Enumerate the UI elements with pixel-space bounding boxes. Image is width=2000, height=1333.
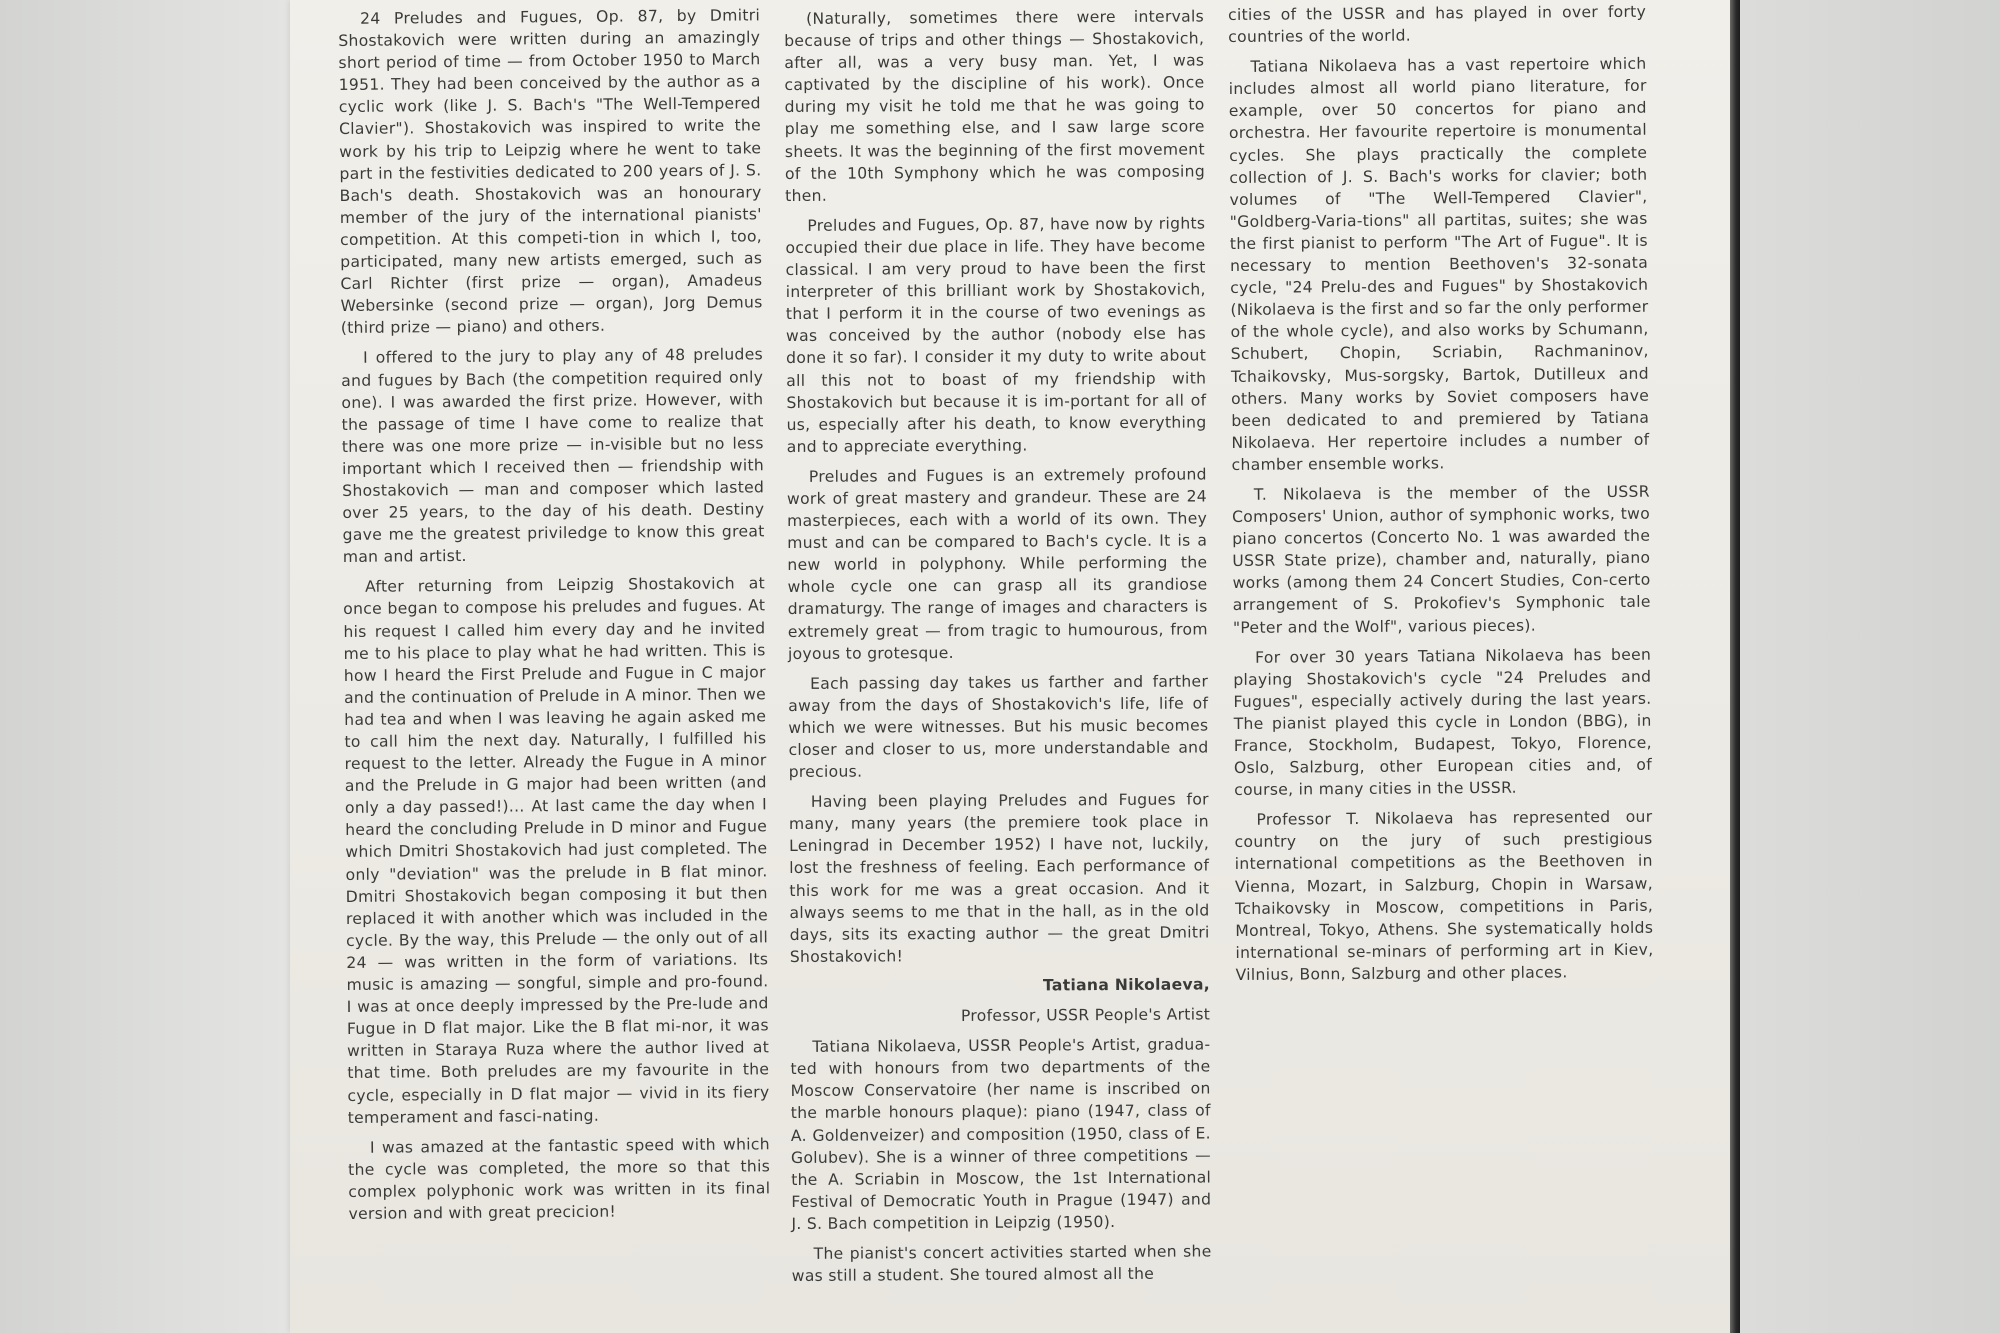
paragraph: Tatiana Nikolaeva, USSR People's Artist, gradua-ted with honours from two departments of the Moscow Conservatoire (her name is inscribed on the marble honours plaque): piano (1947, class of A. Goldenveizer) and composition (1950, class of E. Golubev). She is a winner of three competitions — the A. Scriabin in Moscow, the 1st International Festival of Democratic Youth in Prague (1947) and J. S. Bach competition in Leipzig (1950). bbox=[790, 1035, 1212, 1233]
paragraph: Preludes and Fugues, Op. 87, have now by rights occupied their due place in life. They have become classical. I am very proud to have been the first interpreter of this brilliant work by Shostakovich, that I perform it in the course of two evenings as was conceived by the author (nobody else has done it so far). I consider it my duty to write about all this not to boast of my friendship with Shostakovich but because it is im-portant for all of us, especially after his death, to know everything and to appreciate everything. bbox=[785, 214, 1207, 456]
signature-role: Professor, USSR People's Artist bbox=[960, 1005, 1211, 1025]
paragraph: Having been playing Preludes and Fugues for many, many years (the premiere took place in Leningrad in December 1952) I have not, luckily, lost the freshness of feeling. Each performance of this work for me was a great occasion. And it always seems to me that in the hall, as in the old days, sits its exacting author — the great Dmitri Shostakovich! bbox=[788, 790, 1210, 966]
text-column-left bbox=[338, 4, 771, 1233]
paragraph: Tatiana Nikolaeva has a vast repertoire which includes almost all world piano literature, for example, over 50 concertos for piano and orchestra. Her favourite repertoire is monumental cycles. She plays practically the complete collection of J. S. Bach's works for clavier; both volumes of "The Well-Tempered Clavier", "Goldberg-Varia-tions" all partitas, suites; she was the first pianist to perform "The Art of Fugue". It is necessary to mention Beethoven's 32-sonata cycle, "24 Prelu-des and Fugues" by Shostakovich (Nikolaeva is the first and so far the only performer of the whole cycle), and also works by Schumann, Schubert, Chopin, Scriabin, Rachmaninov, Tchaikovsky, Mus-sorgsky, Bartok, Dutilleux and others. Many works by Soviet composers have been dedicated to and premiered by Tatiana Nikolaeva. Her repertoire includes a number of chamber ensemble works. bbox=[1228, 54, 1650, 474]
paragraph: For over 30 years Tatiana Nikolaeva has been playing Shostakovich's cycle "24 Preludes and Fugues", especially actively during the last years. The pianist played this cycle in London (BBG), in France, Stockholm, Budapest, Tokyo, Florence, Oslo, Salzburg, other European cities and, of course, in many cities in the USSR. bbox=[1233, 645, 1653, 800]
paragraph: Each passing day takes us farther and farther away from the days of Shostakovich's life, life of which we were witnesses. But his music becomes closer and closer to us, more understandable and precious. bbox=[788, 672, 1209, 782]
background-right bbox=[1740, 0, 2000, 1333]
paragraph: I was amazed at the fantastic speed with which the cycle was completed, the more so that this complex polyphonic work was written in its final version and with great precicion! bbox=[348, 1134, 771, 1223]
paragraph: cities of the USSR and has played in over forty countries of the world. bbox=[1228, 2, 1647, 47]
text-column-middle bbox=[784, 5, 1212, 1295]
text-column-right bbox=[1228, 1, 1654, 994]
paragraph: T. Nikolaeva is the member of the USSR Composers' Union, author of symphonic works, two piano concertos (Concerto No. 1 was awarded the USSR State prize), chamber and, naturally, piano works (among them 24 Concert Studies, Con-certo arrangement of S. Prokofiev's Symphonic tale "Peter and the Wolf", various pieces). bbox=[1231, 482, 1651, 637]
paragraph: (Naturally, sometimes there were intervals because of trips and other things — Shostakovich, after all, was a very busy man. Yet, I was captivated by the discipline of his work). Once during my visit he told me that he was going to play me something else, and I saw large score sheets. It was the beginning of the first movement of the 10th Symphony which he was composing then. bbox=[784, 7, 1206, 205]
paragraph: 24 Preludes and Fugues, Op. 87, by Dmitri Shostakovich were written during an amazingly short period of time — from October 1950 to March 1951. They had been conceived by the author as a cyclic work (like J. S. Bach's "The Well-Tempered Clavier"). Shostakovich was inspired to write the work by his trip to Leipzig where he went to take part in the festivities dedicated to 200 years of J. S. Bach's death. Shostakovich was an honourary member of the jury of the international pianists' competition. At this competi-tion in which I, too, participated, many new artists emerged, such as Carl Richter (first prize — organ), Amadeus Webersinke (second prize — organ), Jorg Demus (third prize — piano) and others. bbox=[338, 6, 763, 338]
paragraph: I offered to the jury to play any of 48 preludes and fugues by Bach (the competition required only one). I was awarded the first prize. However, with the passage of time I have come to realize that there was one more prize — in-visible but no less important which I received then — friendship with Shostakovich — man and composer which lasted over 25 years, to the day of his death. Destiny gave me the greatest priviledge to know this great man and artist. bbox=[341, 345, 765, 567]
paragraph: Professor T. Nikolaeva has represented our country on the jury of such prestigious international competitions as the Beethoven in Vienna, Mozart, in Salzburg, Chopin in Warsaw, Tchaikovsky in Moscow, competitions in Paris, Montreal, Tokyo, Athens. She systematically holds international se-minars of performing art in Kiev, Vilnius, Bonn, Salzburg and other places. bbox=[1234, 807, 1654, 984]
paragraph: Preludes and Fugues is an extremely profound work of great mastery and grandeur. These are 24 masterpieces, each with a world of its own. They must and can be compared to Bach's cycle. It is a new world in polyphony. While performing the whole cycle one can grasp all its grandiose dramaturgy. The range of images and characters is extremely great — from tragic to humourous, from joyous to grotesque. bbox=[786, 465, 1208, 663]
sheet-dark-edge bbox=[1730, 0, 1740, 1333]
signature-name: Tatiana Nikolaeva, bbox=[1042, 975, 1211, 995]
background-left bbox=[0, 0, 290, 1333]
paragraph: The pianist's concert activities started when she was still a student. She toured almost all the bbox=[791, 1242, 1212, 1286]
paragraph: After returning from Leipzig Shostakovich at once began to compose his preludes and fugues. At his request I called him every day and he invited me to his place to play what he had written. This is how I heard the First Prelude and Fugue in C major and the continuation of Prelude in A minor. Then we had tea and when I was leaving he again asked me to call him the next day. Naturally, I fulfilled his request to the letter. Already the Fugue in A minor and the Prelude in G major had been written (and only a day passed!)... At last came the day when I heard the concluding Prelude in D minor and Fugue which Dmitri Shostakovich had just completed. The only "deviation" was the prelude in B flat minor. Dmitri Shostakovich began composing it but then replaced it with another which was included in the cycle. By the way, this Prelude — the only out of all 24 — was written in the form of variations. Its music is amazing — songful, simple and pro-found. I was at once deeply impressed by the Pre-lude and Fugue in D flat major. Like the B flat mi-nor, it was written in Staraya Ruza where the author lived at that time. Both preludes are my favourite in the cycle, especially in D flat major — vivid in its fiery temperament and fasci-nating. bbox=[343, 574, 770, 1127]
